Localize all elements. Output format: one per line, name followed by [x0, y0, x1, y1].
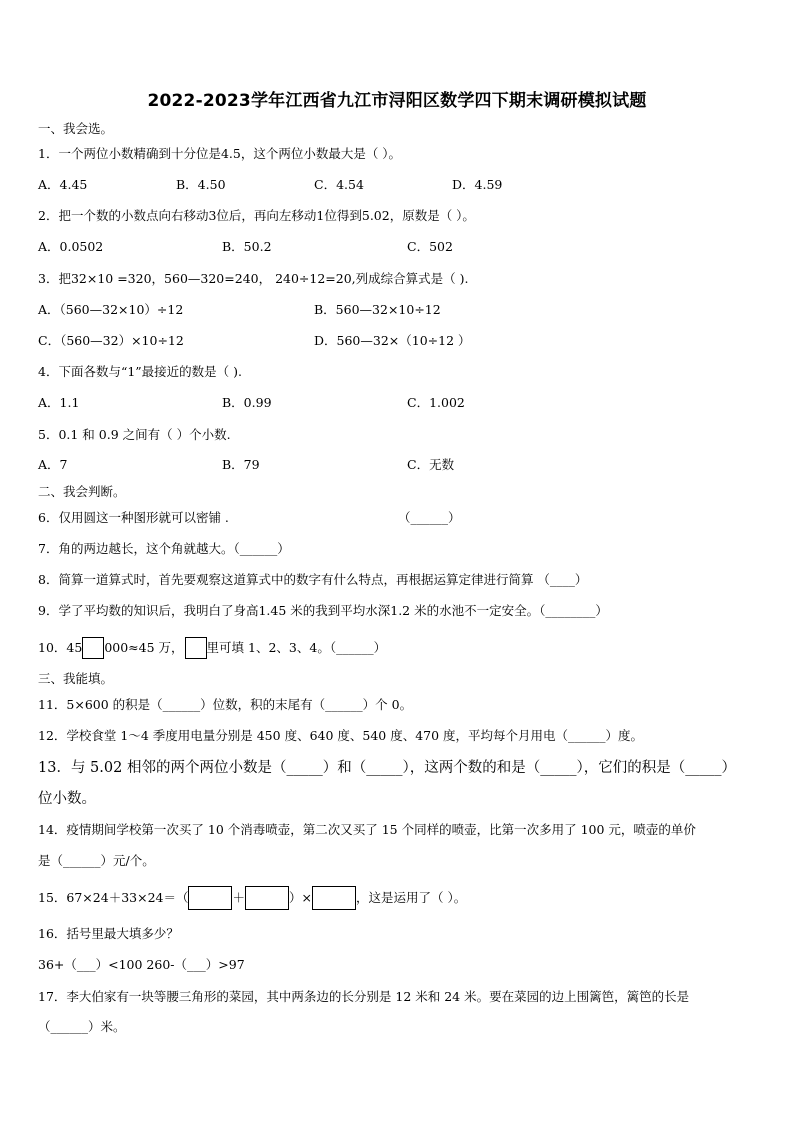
q3-option-d: D．560—32×（10÷12 ）	[314, 333, 471, 348]
q15-part-2: ）×	[289, 890, 312, 905]
q15-plus: ＋	[232, 890, 245, 905]
question-16-expression: 36+（___）<100 260-（___）>97	[38, 957, 245, 972]
q10-part-1: 10．45	[38, 640, 83, 655]
q6-answer-blank: （______）	[398, 510, 461, 525]
q1-option-a: A．4.45	[38, 177, 88, 192]
q5-option-b: B．79	[222, 457, 260, 472]
q1-option-b: B．4.50	[176, 177, 226, 192]
q10-box-symbol	[185, 637, 207, 659]
question-5: 5．0.1 和 0.9 之间有（ ）个小数.	[38, 427, 231, 442]
question-17-line-2: （______）米。	[38, 1019, 126, 1034]
question-4: 4．下面各数与“1”最接近的数是（ ).	[38, 364, 243, 379]
question-14-line-1: 14．疫情期间学校第一次买了 10 个消毒喷壶，第二次又买了 15 个同样的喷壶，比第一次多用了 100 元，喷壶的单价	[38, 822, 696, 837]
q4-option-a: A．1.1	[38, 395, 80, 410]
section-heading-judge: 二、我会判断。	[38, 484, 126, 499]
question-7: 7．角的两边越长，这个角就越大。（______）	[38, 541, 290, 556]
q1-option-d: D．4.59	[452, 177, 503, 192]
question-6: 6．仅用圆这一种图形就可以密铺 .	[38, 510, 229, 525]
question-13-line-2: 位小数。	[38, 791, 96, 807]
q2-option-a: A．0.0502	[38, 239, 104, 254]
q1-option-c: C．4.54	[314, 177, 364, 192]
q5-option-a: A．7	[38, 457, 68, 472]
question-3: 3．把32×10 =320，560—320=240， 240÷12=20,列成综合算式是（ ).	[38, 271, 469, 286]
q3-option-c: C．（560—32）×10÷12	[38, 333, 184, 348]
section-heading-fill: 三、我能填。	[38, 671, 114, 686]
question-17-line-1: 17．李大伯家有一块等腰三角形的菜园，其中两条边的长分别是 12 米和 24 米。要在菜园的边上围篱笆，篱笆的长是	[38, 989, 690, 1004]
q15-box-2	[245, 886, 289, 910]
question-13-line-1: 13．与 5.02 相邻的两个两位小数是（_____）和（_____），这两个数的和是（_____），它们的积是（_____）	[38, 760, 736, 776]
question-10	[38, 637, 386, 659]
q5-option-c: C．无数	[407, 457, 455, 472]
q15-box-1	[188, 886, 232, 910]
q10-part-2: 000≈45 万，	[104, 640, 184, 655]
question-15	[38, 886, 466, 910]
question-2: 2．把一个数的小数点向右移动3位后，再向左移动1位得到5.02，原数是（ ）。	[38, 208, 475, 223]
question-1: 1．一个两位小数精确到十分位是4.5，这个两位小数最大是（ ）。	[38, 146, 402, 161]
page-title: 2022-2023学年江西省九江市浔阳区数学四下期末调研模拟试题	[147, 91, 647, 111]
q4-option-c: C．1.002	[407, 395, 465, 410]
q15-part-3: ，这是运用了（ ）。	[355, 890, 467, 905]
question-12: 12．学校食堂 1～4 季度用电量分别是 450 度、640 度、540 度、470 度，平均每个月用电（______）度。	[38, 728, 644, 743]
q2-option-c: C．502	[407, 239, 453, 254]
section-heading-choice: 一、我会选。	[38, 121, 114, 136]
question-8: 8．简算一道算式时，首先要观察这道算式中的数字有什么特点，再根据运算定律进行简算 （____）	[38, 572, 588, 587]
question-11: 11．5×600 的积是（______）位数，积的末尾有（______）个 0。	[38, 697, 413, 712]
q15-part-1: 15．67×24＋33×24＝（	[38, 890, 189, 905]
question-14-line-2: 是（______）元/个。	[38, 853, 155, 868]
q10-digit-box	[82, 637, 104, 659]
question-16: 16．括号里最大填多少？	[38, 926, 179, 941]
q10-part-3: 里可填 1、2、3、4。（______）	[206, 640, 387, 655]
question-9: 9．学了平均数的知识后，我明白了身高1.45 米的我到平均水深1.2 米的水池不一定安全。（________）	[38, 603, 608, 618]
q4-option-b: B．0.99	[222, 395, 272, 410]
q3-option-b: B．560—32×10÷12	[314, 302, 441, 317]
q2-option-b: B．50.2	[222, 239, 272, 254]
q15-box-3	[312, 886, 356, 910]
q3-option-a: A．（560—32×10）÷12	[38, 302, 184, 317]
